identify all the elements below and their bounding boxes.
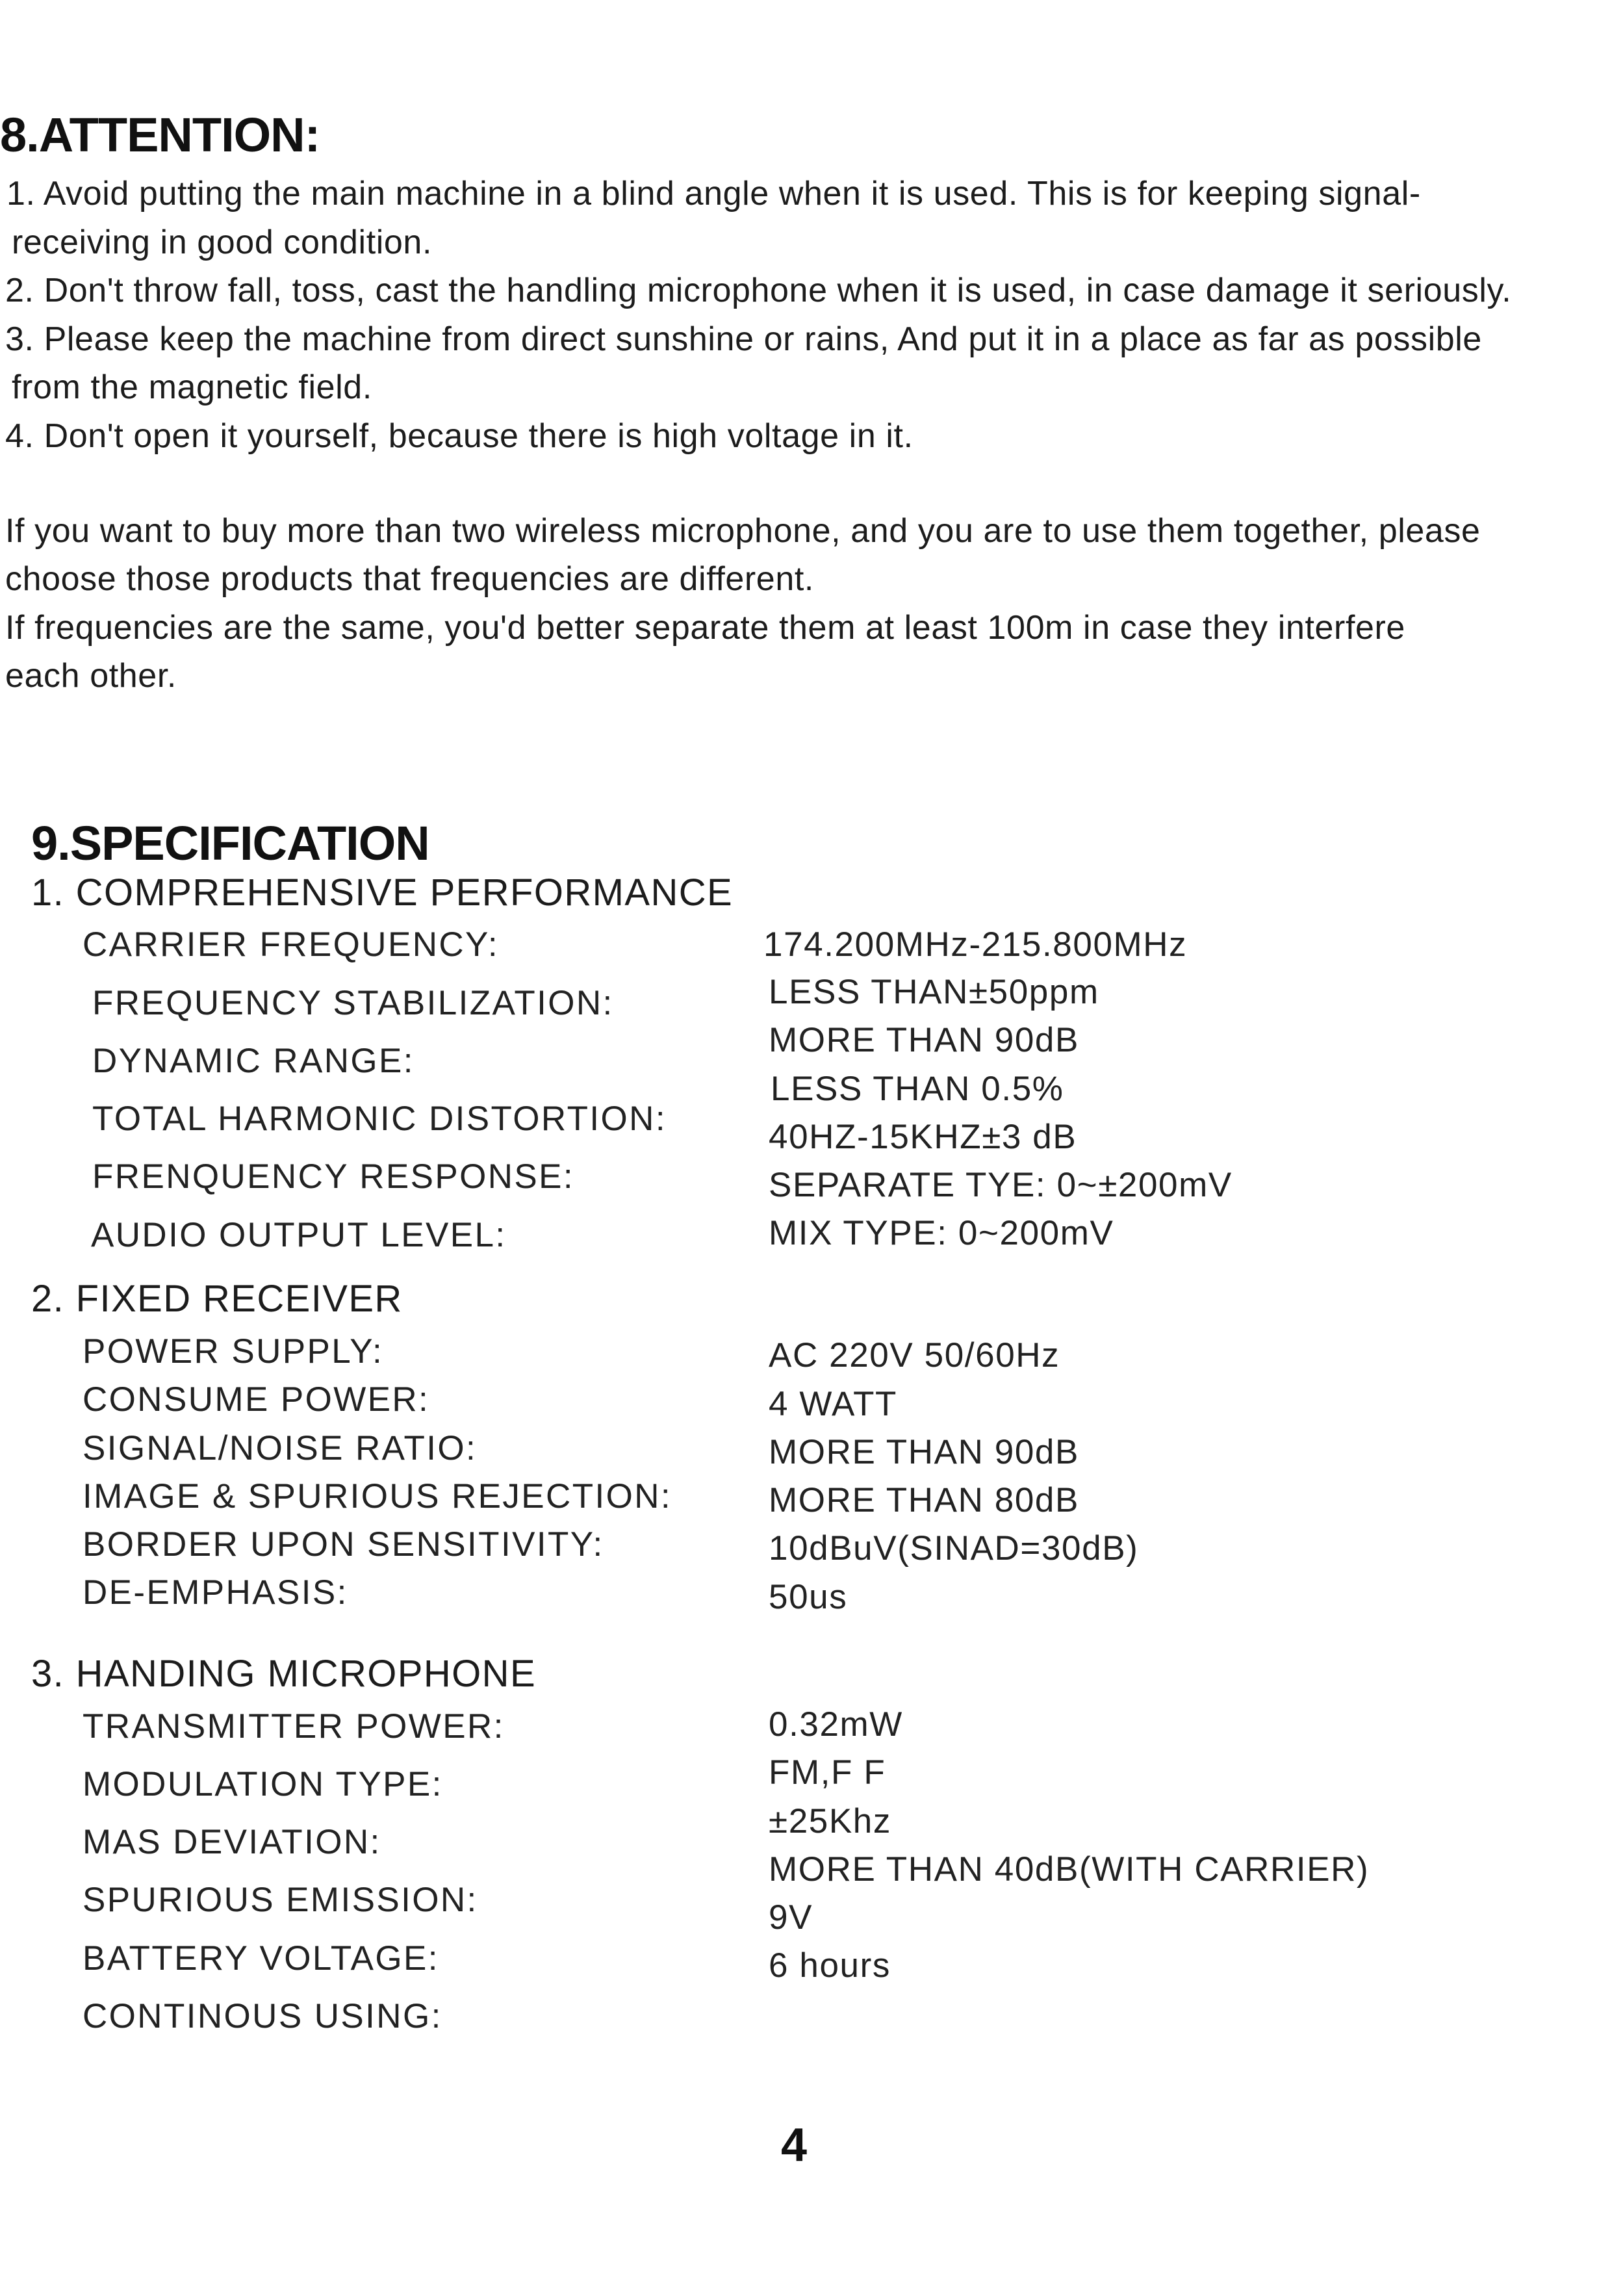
spec-value-image-spurious-rejection: MORE THAN 80dB [769,1481,1079,1519]
spec-label-carrier-frequency: CARRIER FREQUENCY: [83,925,500,964]
spec-value-dynamic-range: MORE THAN 90dB [769,1021,1079,1059]
spec-label-spurious-emission: SPURIOUS EMISSION: [83,1881,478,1919]
microphone-heading: 3. HANDING MICROPHONE [31,1653,537,1695]
spec-value-transmitter-power: 0.32mW [769,1705,903,1744]
spec-value-signal-noise-ratio: MORE THAN 90dB [769,1433,1079,1471]
attention-line-1-cont: receiving in good condition. [12,224,432,261]
attention-title: 8.ATTENTION: [0,108,320,162]
spec-value-de-emphasis: 50us [769,1578,848,1616]
spec-label-consume-power: CONSUME POWER: [83,1380,430,1419]
spec-value-power-supply: AC 220V 50/60Hz [769,1336,1060,1374]
spec-label-modulation-type: MODULATION TYPE: [83,1765,443,1803]
spec-label-dynamic-range: DYNAMIC RANGE: [92,1042,415,1080]
spec-value-frequency-stabilization: LESS THAN±50ppm [769,973,1099,1011]
comprehensive-heading: 1. COMPREHENSIVE PERFORMANCE [31,871,734,914]
spec-value-total-harmonic-distortion: LESS THAN 0.5% [771,1070,1064,1108]
spec-label-continous-using: CONTINOUS USING: [83,1997,442,2035]
spec-label-transmitter-power: TRANSMITTER POWER: [83,1707,505,1746]
spec-label-image-spurious-rejection: IMAGE & SPURIOUS REJECTION: [83,1477,672,1516]
spec-value-audio-output-separate: SEPARATE TYE: 0~±200mV [769,1166,1233,1204]
spec-value-frequency-response: 40HZ-15KHZ±3 dB [769,1118,1077,1156]
spec-label-power-supply: POWER SUPPLY: [83,1332,384,1371]
spec-value-border-upon-sensitivity: 10dBuV(SINAD=30dB) [769,1529,1139,1567]
spec-label-border-upon-sensitivity: BORDER UPON SENSITIVITY: [83,1525,604,1564]
spec-value-audio-output-mix: MIX TYPE: 0~200mV [769,1214,1114,1252]
note-line-2: choose those products that frequencies are different. [5,560,814,598]
attention-line-3: 3. Please keep the machine from direct sunshine or rains, And put it in a place as far as possible [5,320,1482,358]
spec-label-de-emphasis: DE-EMPHASIS: [83,1573,348,1612]
attention-line-4: 4. Don't open it yourself, because there is high voltage in it. [5,417,914,455]
note-line-3: If frequencies are the same, you'd better separate them at least 100m in case they interfere [5,609,1405,647]
spec-value-carrier-frequency: 174.200MHz-215.800MHz [763,925,1188,964]
specification-title: 9.SPECIFICATION [31,816,429,870]
spec-label-mas-deviation: MAS DEVIATION: [83,1823,381,1861]
receiver-heading: 2. FIXED RECEIVER [31,1278,403,1320]
spec-value-consume-power: 4 WATT [769,1385,898,1423]
spec-value-modulation-type: FM,F F [769,1753,886,1792]
note-line-4: each other. [5,657,177,695]
spec-value-mas-deviation: ±25Khz [769,1802,891,1840]
attention-line-2: 2. Don't throw fall, toss, cast the handling microphone when it is used, in case damage it seriously. [5,272,1512,309]
spec-label-frequency-response: FRENQUENCY RESPONSE: [92,1157,575,1196]
spec-label-battery-voltage: BATTERY VOLTAGE: [83,1939,439,1978]
spec-label-audio-output-level: AUDIO OUTPUT LEVEL: [91,1216,507,1254]
spec-label-total-harmonic-distortion: TOTAL HARMONIC DISTORTION: [92,1100,667,1138]
spec-label-frequency-stabilization: FREQUENCY STABILIZATION: [92,984,614,1022]
spec-value-continous-using: 6 hours [769,1946,891,1985]
attention-line-1: 1. Avoid putting the main machine in a blind angle when it is used. This is for keeping signal- [6,175,1421,213]
spec-value-battery-voltage: 9V [769,1898,813,1937]
attention-line-3-cont: from the magnetic field. [12,368,372,406]
note-line-1: If you want to buy more than two wireless microphone, and you are to use them together, please [5,512,1481,550]
spec-value-spurious-emission: MORE THAN 40dB(WITH CARRIER) [769,1850,1370,1889]
page-number: 4 [781,2119,808,2171]
spec-label-signal-noise-ratio: SIGNAL/NOISE RATIO: [83,1429,478,1467]
